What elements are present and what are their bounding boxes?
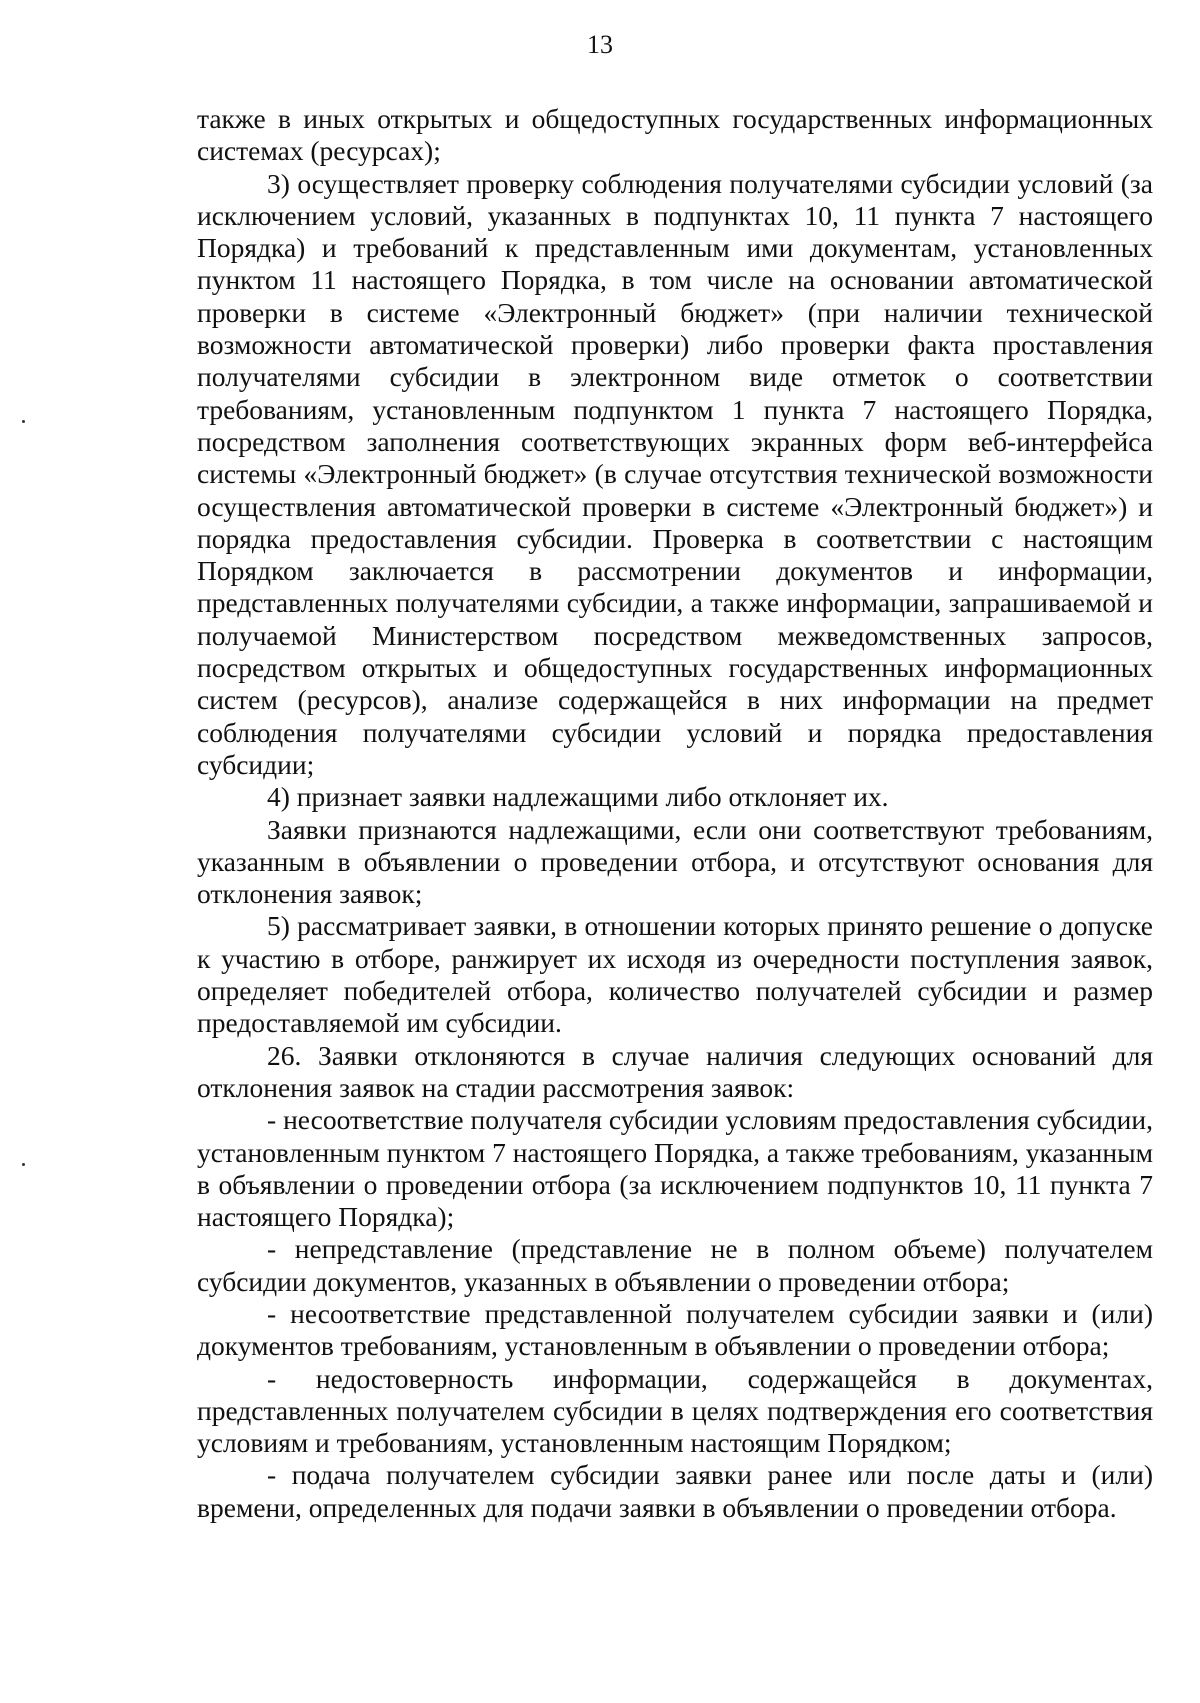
paragraph-item-4-acceptance: 4) признает заявки надлежащими либо отклоняет их.	[267, 781, 889, 813]
document-body	[197, 103, 1153, 1524]
list-item-late-submission: - подача получателем субсидии заявки ранее или после даты и (или) времени, определенных для подачи заявки в объявлении о проведении отбора.	[197, 1459, 1153, 1523]
paragraph-section-26: 26. Заявки отклоняются в случае наличия следующих оснований для отклонения заявок на стадии рассмотрения заявок:	[197, 1039, 1153, 1103]
list-item-nonconformity: - несоответствие получателя субсидии условиям предоставления субсидии, установленным пунктом 7 настоящего Порядка, а также требованиям, указанным в объявлении о проведении отбора (за исключением подпунктов 10, 11 пункта 7 настоящего Порядка);	[197, 1104, 1153, 1233]
margin-speck	[22, 1163, 25, 1166]
list-item-nonsubmission: - непредставление (представление не в полном объеме) получателем субсидии документов, указанных в объявлении о проведении отбора;	[197, 1233, 1153, 1297]
list-item-inaccuracy: - недостоверность информации, содержащейся в документах, представленных получателем субсидии в целях подтверждения его соответствия условиям и требованиям, установленным настоящим Порядком;	[197, 1362, 1153, 1459]
margin-speck	[22, 420, 25, 423]
paragraph-item-3-verification: 3) осуществляет проверку соблюдения получателями субсидии условий (за исключением условий, указанных в подпунктах 10, 11 пункта 7 настоящего Порядка) и требований к представленным ими документам, установленных пунктом 11 настоящего Порядка, в том числе на основании автоматической проверки в системе «Электронный бюджет» (при наличии технической возможности автоматической проверки) либо проверки факта проставления получателями субсидии в электронном виде отметок о соответствии требованиям, установленным подпунктом 1 пункта 7 настоящего Порядка, посредством заполнения соответствующих экранных форм веб-интерфейса системы «Электронный бюджет» (в случае отсутствия технической возможности осуществления автоматической проверки в системе «Электронный бюджет») и порядка предоставления субсидии. Проверка в соответствии с настоящим Порядком заключается в рассмотрении документов и информации, представленных получателями субсидии, а также информации, запрашиваемой и получаемой Министерством посредством межведомственных запросов, посредством открытых и общедоступных государственных информационных систем (ресурсов), анализе содержащейся в них информации на предмет соблюдения получателями субсидии условий и порядка предоставления субсидии;	[197, 167, 1153, 780]
paragraph-continuation: также в иных открытых и общедоступных государственных информационных системах (ресурсах);	[197, 103, 1153, 167]
list-item-document-mismatch: - несоответствие представленной получателем субсидии заявки и (или) документов требованиям, установленным в объявлении о проведении отбора;	[197, 1297, 1153, 1362]
paragraph-proper-applications: Заявки признаются надлежащими, если они соответствуют требованиям, указанным в объявлении о проведении отбора, и отсутствуют основания для отклонения заявок;	[197, 813, 1153, 910]
paragraph-item-5-ranking: 5) рассматривает заявки, в отношении которых принято решение о допуске к участию в отборе, ранжирует их исходя из очередности поступления заявок, определяет победителей отбора, количество получателей субсидии и размер предоставляемой им субсидии.	[197, 910, 1153, 1039]
page-number: 13	[587, 30, 613, 59]
